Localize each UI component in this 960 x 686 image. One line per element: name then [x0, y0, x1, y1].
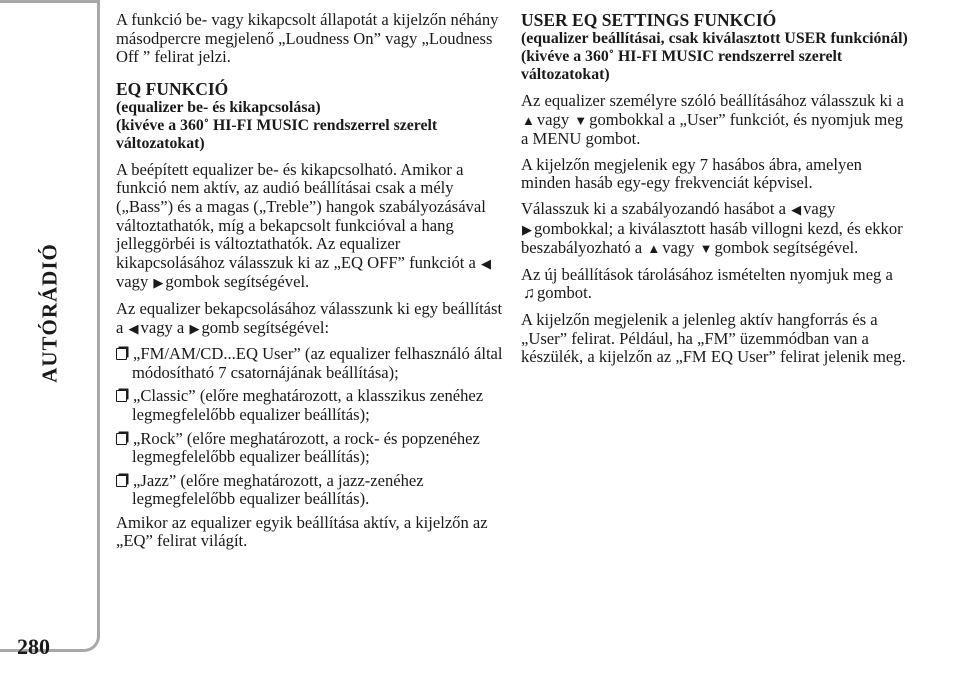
eq-description-end: gombok segítségével.: [165, 272, 310, 292]
checkbox-bullet-icon: [116, 433, 127, 445]
list-item-text: „Rock” (előre meghatározott, a rock- és popzenéhez legmegfelelőbb equalizer beállítás);: [132, 428, 480, 467]
eq-subtitle-2: (kivéve a 360˚ HI-FI MUSIC rendszerrel szerelt változatokat): [116, 116, 438, 152]
eq-subtitle-1: (equalizer be- és kikapcsolása): [116, 98, 321, 116]
checkbox-bullet-icon: [116, 348, 127, 360]
list-item-text: „Jazz” (előre meghatározott, a jazz-zenéhez legmegfelelőbb equalizer beállítás).: [132, 470, 424, 509]
eq-description-text: A beépített equalizer be- és kikapcsolható. Amikor a funkció nem aktív, az audió beállításai csak a mély („Bass”) és a magas („Treble”) hangok szabályozásával változtathatók, míg a bekapcsolt funkcióval a hang jelleggörbéi is változtathatók. Az equalizer kikapcsolásához válasszuk ki az „EQ OFF” funkciót a: [116, 159, 486, 272]
user-eq-select-text: Az equalizer személyre szóló beállításához válasszuk ki a: [521, 91, 904, 110]
eq-description: [116, 161, 504, 293]
band-select-end: gombok segítségével.: [714, 238, 859, 258]
list-item: [116, 387, 504, 424]
eq-active-paragraph: Amikor az equalizer egyik beállítása aktív, a kijelzőn az „EQ” felirat világít.: [116, 512, 488, 551]
save-settings-paragraph: [521, 266, 911, 304]
or-text: vagy a: [140, 317, 185, 337]
checkbox-bullet-icon: [116, 390, 127, 402]
eq-enable-paragraph: [116, 300, 504, 338]
eq-heading: [116, 80, 504, 153]
eq-title: EQ FUNKCIÓ: [116, 78, 229, 99]
band-select-text: Válasszuk ki a szabályozandó hasábot a: [521, 198, 786, 218]
user-eq-subtitle-1: (equalizer beállításai, csak kiválasztott USER funkciónál): [521, 30, 908, 47]
user-eq-select-end: gombokkal a „User” funkciót, és nyomjuk meg a MENU gombot.: [521, 109, 903, 149]
save-settings-text: Az új beállítások tárolásához ismételten nyomjuk meg a: [521, 264, 893, 284]
list-item: [116, 345, 504, 382]
up-arrow-icon: ▲: [647, 241, 661, 257]
or-text: vagy: [536, 109, 570, 129]
right-arrow-icon: ▶: [189, 320, 200, 336]
left-column: [116, 11, 504, 558]
save-settings-end: gombot.: [537, 283, 592, 303]
music-note-icon: ♫: [523, 285, 535, 303]
checkbox-bullet-icon: [116, 475, 127, 487]
loudness-paragraph: A funkció be- vagy kikapcsolt állapotát a kijelzőn néhány másodpercre megjelenő „Loudness On” vagy „Loudness Off ” felirat jelzi.: [116, 10, 499, 67]
eq-enable-end: gomb segítségével:: [201, 317, 330, 337]
right-arrow-icon: ▶: [522, 221, 532, 237]
or-text: vagy: [662, 238, 695, 258]
or-text: vagy: [116, 272, 149, 292]
or-text: vagy: [803, 198, 836, 218]
page-number: 280: [17, 634, 50, 659]
list-item-text: „FM/AM/CD...EQ User” (az equalizer felhasználó által módosítható 7 csatornájának beállítása);: [132, 344, 503, 382]
right-arrow-icon: ▶: [153, 275, 164, 291]
list-item: [116, 472, 504, 509]
left-arrow-icon: ◀: [481, 255, 492, 271]
list-item-text: „Classic” (előre meghatározott, a klasszikus zenéhez legmegfelelőbb equalizer beállítás);: [132, 386, 484, 424]
user-eq-select-paragraph: [521, 92, 911, 149]
section-label: AUTÓRÁDIÓ: [37, 243, 62, 383]
eq-enable-text: Az equalizer bekapcsolásához válasszunk ki egy beállítást a: [116, 298, 503, 337]
active-source-paragraph: A kijelzőn megjelenik a jelenleg aktív hangforrás és a „User” felirat. Például, ha „FM” üzemmódban van a készülék, a kijelzőn az „FM EQ User” felirat jelenik meg.: [521, 309, 906, 367]
user-eq-subtitle-2: (kivéve a 360˚ HI-FI MUSIC rendszerrel szerelt változatokat): [521, 48, 843, 83]
left-arrow-icon: ◀: [791, 201, 802, 217]
bar-graph-paragraph: A kijelzőn megjelenik egy 7 hasábos ábra, amelyen minden hasáb egy-egy frekvenciát képvisel.: [521, 154, 862, 193]
up-arrow-icon: ▲: [522, 112, 535, 128]
section-side-tab: [0, 0, 100, 652]
user-eq-heading: [521, 11, 911, 84]
band-select-paragraph: [521, 200, 911, 259]
down-arrow-icon: ▼: [699, 241, 713, 257]
band-select-mid: gombokkal; a kiválasztott hasáb villogni kezd, és ekkor beszabályozható a: [521, 218, 903, 258]
down-arrow-icon: ▼: [574, 112, 588, 128]
list-item: [116, 430, 504, 467]
left-arrow-icon: ◀: [128, 320, 139, 336]
user-eq-title: USER EQ SETTINGS FUNKCIÓ: [521, 10, 777, 30]
right-column: [521, 11, 911, 374]
